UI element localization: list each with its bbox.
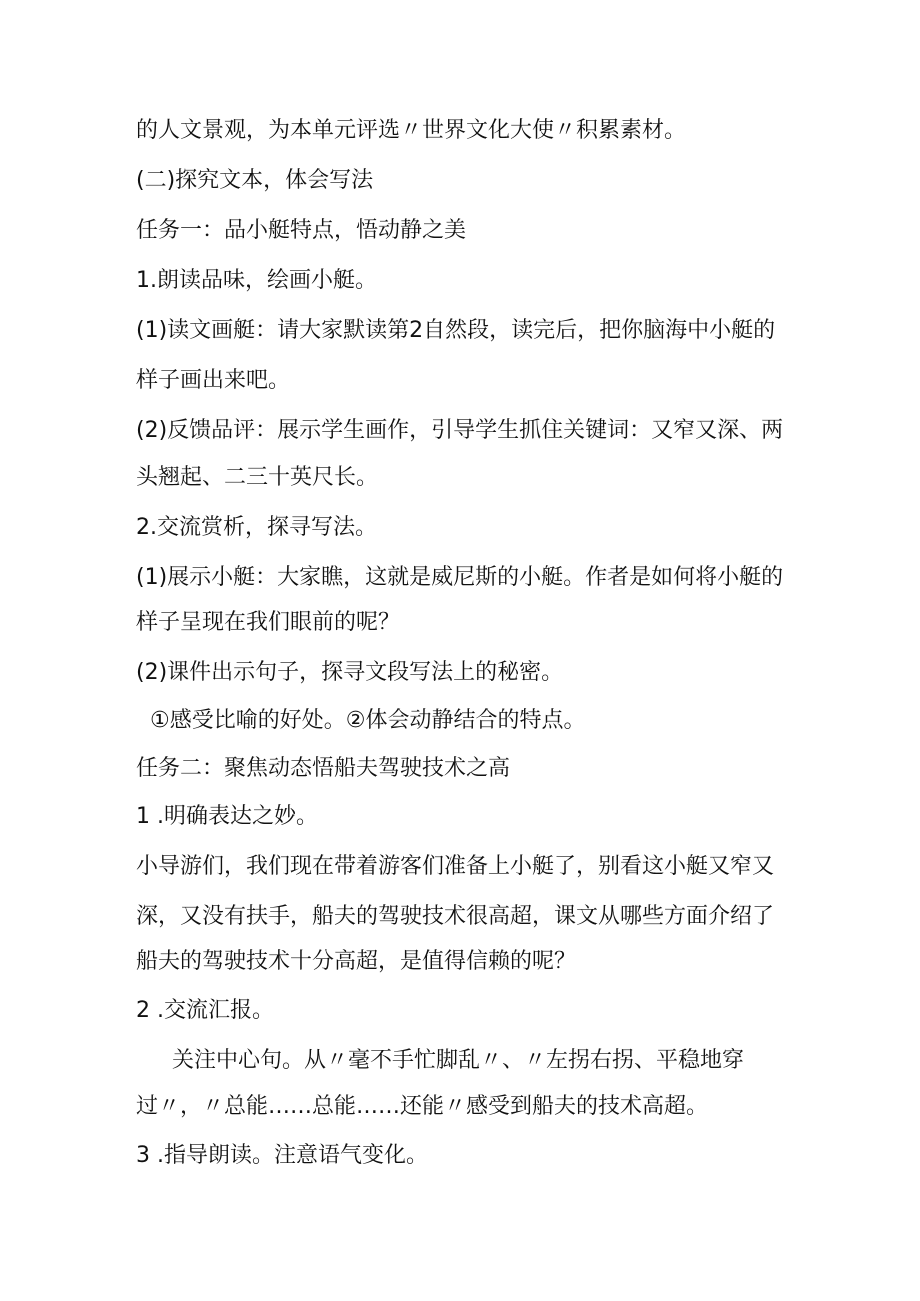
step-heading-2: 2.交流赏析，探寻写法。 (136, 515, 377, 540)
step-heading-4: 2 .交流汇报。 (136, 998, 274, 1023)
text-line-20: 关注中心句。从〃毫不手忙脚乱〃、〃左拐右拐、平稳地穿 (172, 1048, 745, 1073)
text-line-17: 深，又没有扶手，船夫的驾驶技术很高超，课文从哪些方面介绍了 (136, 904, 775, 929)
text-line-13: ①感受比喻的好处。②体会动静结合的特点。 (150, 708, 586, 733)
text-line-5: (1)读文画艇：请大家默读第2自然段，读完后，把你脑海中小艇的 (136, 318, 776, 343)
text-line-21: 过〃，〃总能……总能……还能〃感受到船夫的技术高超。 (136, 1094, 709, 1119)
task-one-heading: 任务一：品小艇特点，悟动静之美 (136, 218, 467, 243)
step-heading-1: 1.朗读品味，绘画小艇。 (136, 268, 377, 293)
text-line-1: 的人文景观，为本单元评选〃世界文化大使〃积累素材。 (136, 118, 687, 143)
step-heading-5: 3 .指导朗读。注意语气变化。 (136, 1143, 428, 1168)
step-heading-3: 1 .明确表达之妙。 (136, 804, 318, 829)
text-line-6: 样子画出来吧。 (136, 368, 291, 393)
text-line-11: 样子呈现在我们眼前的呢？ (136, 610, 401, 635)
text-line-12: (2)课件出示句子，探寻文段写法上的秘密。 (136, 660, 564, 685)
text-line-16: 小导游们，我们现在带着游客们准备上小艇了，别看这小艇又窄又 (136, 854, 775, 879)
section-heading: (二)探究文本，体会写法 (136, 168, 374, 193)
text-line-8: 头翘起、二三十英尺长。 (136, 465, 379, 490)
text-line-18: 船夫的驾驶技术十分高超，是值得信赖的呢？ (136, 949, 577, 974)
text-line-7: (2)反馈品评：展示学生画作，引导学生抓住关键词：又窄又深、两 (136, 418, 784, 443)
text-line-10: (1)展示小艇：大家瞧，这就是威尼斯的小艇。作者是如何将小艇的 (136, 565, 784, 590)
task-two-heading: 任务二：聚焦动态悟船夫驾驶技术之高 (136, 756, 511, 781)
